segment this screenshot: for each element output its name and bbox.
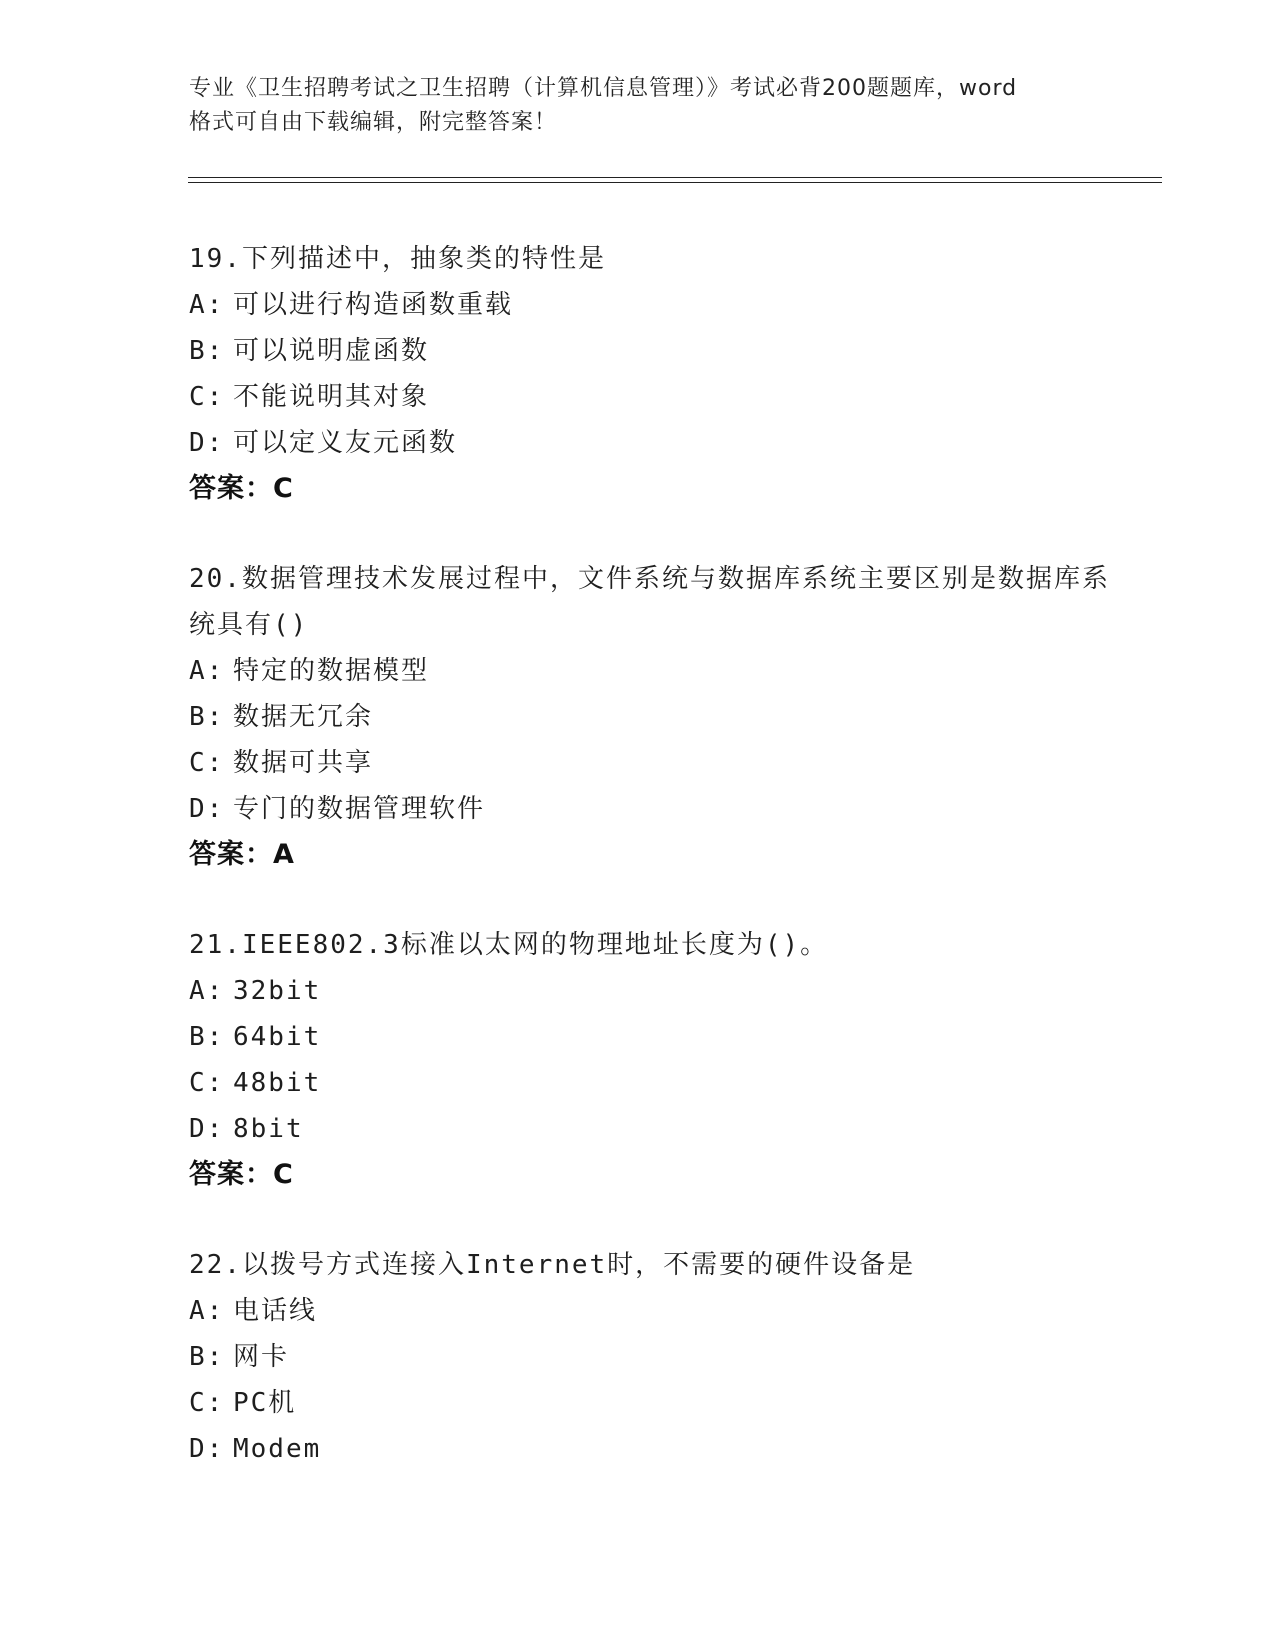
question-19 bbox=[189, 236, 1129, 512]
option-letter: D: bbox=[189, 428, 225, 458]
option-text: 网卡 bbox=[233, 1342, 290, 1372]
option-b bbox=[189, 1334, 1129, 1380]
option-c bbox=[189, 740, 1129, 786]
option-letter: A: bbox=[189, 976, 225, 1006]
option-letter: D: bbox=[189, 794, 225, 824]
option-b bbox=[189, 328, 1129, 374]
option-text: PC机 bbox=[233, 1388, 297, 1418]
question-title: 21.IEEE802.3标准以太网的物理地址长度为()。 bbox=[189, 930, 829, 960]
header-title-line-2: 格式可自由下载编辑，附完整答案！ bbox=[189, 110, 558, 135]
option-text: 特定的数据模型 bbox=[233, 656, 430, 686]
option-text: 电话线 bbox=[233, 1296, 318, 1326]
question-title: 20.数据管理技术发展过程中，文件系统与数据库系统主要区别是数据库系统具有() bbox=[189, 564, 1110, 640]
option-text: 8bit bbox=[233, 1114, 304, 1144]
option-text: 可以说明虚函数 bbox=[233, 336, 430, 366]
option-letter: B: bbox=[189, 336, 225, 366]
option-letter: D: bbox=[189, 1114, 225, 1144]
option-a bbox=[189, 1288, 1129, 1334]
option-letter: B: bbox=[189, 702, 225, 732]
option-letter: C: bbox=[189, 1388, 225, 1418]
option-letter: D: bbox=[189, 1434, 225, 1464]
option-b bbox=[189, 1014, 1129, 1060]
option-c bbox=[189, 1380, 1129, 1426]
option-text: 专门的数据管理软件 bbox=[233, 794, 486, 824]
question-title: 22.以拨号方式连接入Internet时，不需要的硬件设备是 bbox=[189, 1250, 916, 1280]
question-20 bbox=[189, 556, 1129, 878]
option-d bbox=[189, 1426, 1129, 1472]
option-text: 64bit bbox=[233, 1022, 322, 1052]
option-text: Modem bbox=[233, 1434, 322, 1464]
option-letter: A: bbox=[189, 1296, 225, 1326]
header-double-rule bbox=[188, 177, 1162, 183]
option-a bbox=[189, 648, 1129, 694]
question-21 bbox=[189, 922, 1129, 1198]
option-text: 可以进行构造函数重载 bbox=[233, 290, 514, 320]
option-text: 不能说明其对象 bbox=[233, 382, 430, 412]
question-title: 19.下列描述中，抽象类的特性是 bbox=[189, 244, 606, 274]
option-text: 数据可共享 bbox=[233, 748, 374, 778]
option-text: 48bit bbox=[233, 1068, 322, 1098]
header-title-line-1: 专业《卫生招聘考试之卫生招聘（计算机信息管理）》考试必背200题题库，word bbox=[189, 76, 1018, 101]
option-letter: C: bbox=[189, 1068, 225, 1098]
option-text: 数据无冗余 bbox=[233, 702, 374, 732]
option-a bbox=[189, 282, 1129, 328]
answer: 答案：C bbox=[189, 1159, 294, 1190]
question-list bbox=[189, 236, 1129, 1516]
option-letter: C: bbox=[189, 748, 225, 778]
option-d bbox=[189, 420, 1129, 466]
option-c bbox=[189, 1060, 1129, 1106]
option-d bbox=[189, 786, 1129, 832]
option-a bbox=[189, 968, 1129, 1014]
option-letter: B: bbox=[189, 1342, 225, 1372]
option-letter: C: bbox=[189, 382, 225, 412]
option-b bbox=[189, 694, 1129, 740]
option-letter: A: bbox=[189, 656, 225, 686]
option-letter: B: bbox=[189, 1022, 225, 1052]
option-text: 32bit bbox=[233, 976, 322, 1006]
answer: 答案：A bbox=[189, 839, 295, 870]
option-c bbox=[189, 374, 1129, 420]
answer: 答案：C bbox=[189, 473, 294, 504]
option-text: 可以定义友元函数 bbox=[233, 428, 458, 458]
option-d bbox=[189, 1106, 1129, 1152]
document-header bbox=[189, 72, 1119, 140]
question-22 bbox=[189, 1242, 1129, 1472]
option-letter: A: bbox=[189, 290, 225, 320]
